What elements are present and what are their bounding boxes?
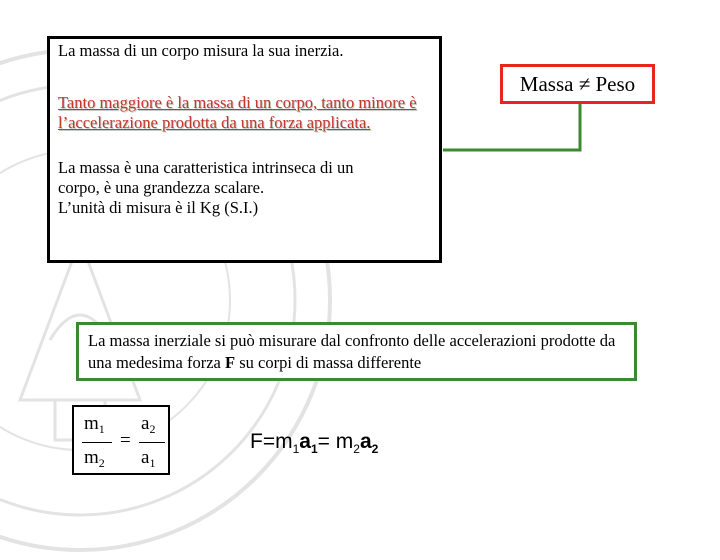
inertia-sentence: La massa di un corpo misura la sua inerzia. <box>58 41 344 60</box>
intrinsic-line-3: L’unità di misura è il Kg (S.I.) <box>58 198 259 217</box>
intrinsic-line-2: corpo, è una grandezza scalare. <box>58 178 265 197</box>
inverse-proportion-sentence: Tanto maggiore è la massa di un corpo, tanto minore è l’accelerazione prodotta da una forza applicata. <box>58 93 417 132</box>
fraction-bar-right <box>139 442 165 443</box>
mass-label: Massa <box>519 71 574 96</box>
definition-box <box>47 36 442 263</box>
force-equation: $F=m_1a_1= m_2a_2$ <box>250 430 379 456</box>
not-equal-symbol: ≠ <box>578 71 591 96</box>
intrinsic-property-paragraph <box>58 158 431 218</box>
inertial-text-after: su corpi di massa differente <box>235 353 422 372</box>
ratio-equals: = <box>120 430 131 451</box>
numerator-m1: $m_1$ <box>84 413 105 436</box>
weight-label: Peso <box>595 71 636 96</box>
mass-ratio-formula <box>72 405 170 475</box>
inertial-mass-box <box>76 322 637 381</box>
force-symbol: F <box>224 353 236 372</box>
mass-not-weight-box <box>500 64 655 104</box>
intrinsic-line-1: La massa è una caratteristica intrinseca di un <box>58 158 354 177</box>
denominator-m2: $m_2$ <box>84 447 105 470</box>
inertial-text-before: La massa inerziale si può misurare dal confronto delle accelerazioni prodotte da una medesima forza <box>88 331 616 372</box>
numerator-a2: $a_2$ <box>141 413 156 436</box>
denominator-a1: $a_1$ <box>141 447 156 470</box>
fraction-bar-left <box>82 442 112 443</box>
